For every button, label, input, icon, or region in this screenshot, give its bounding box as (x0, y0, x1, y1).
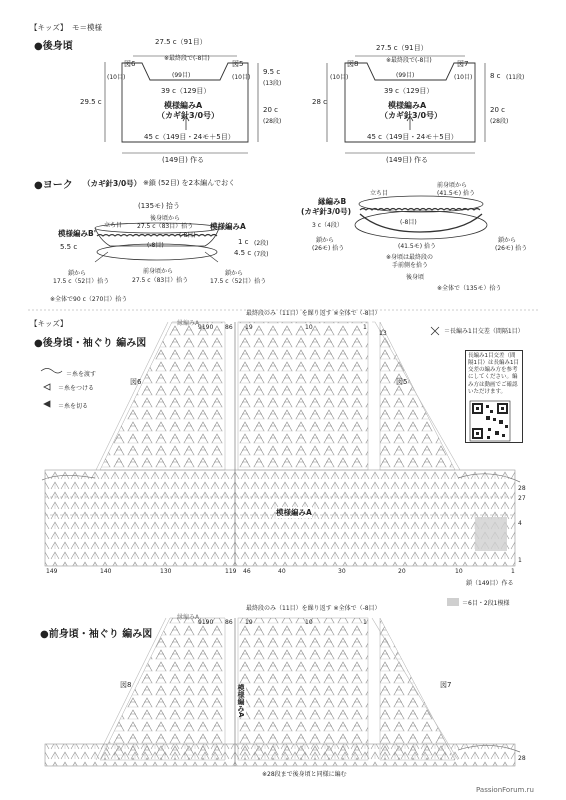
back-armhole: 9.5 c (263, 68, 281, 76)
yoke-l-standing: 立ち目 (104, 222, 123, 229)
yoke-r-note2: 手前側を拾う (392, 262, 429, 269)
legend-pass: ＝糸を渡す (66, 371, 97, 378)
chart1-b3: 119 (225, 568, 237, 575)
chart1-n1: 86 (225, 324, 233, 331)
chart1-edge-label: 縁編みA (177, 320, 200, 327)
back-right-count: (10目) (232, 74, 251, 81)
yoke-r-h3c: 3 c（4段） (312, 222, 343, 229)
yoke-r-note: ※身頃は最終段の (386, 254, 434, 261)
chart1-n5: 13 (379, 330, 387, 337)
front-made: (149目) 作る (386, 156, 429, 164)
chart1-n4: 1 (363, 324, 367, 331)
chart2-fig-right: 図7 (440, 681, 452, 689)
yoke-l-pattern-b: 模様編みB' (58, 229, 97, 238)
yoke-r-chain-l2: (26モ) 拾う (312, 245, 345, 252)
chart1-b0: 149 (46, 568, 58, 575)
header-tag: 【キッズ】 (30, 23, 68, 32)
yoke-l-pick: (135モ) 拾う (138, 202, 181, 210)
chart1-fig-right: 図5 (396, 378, 408, 386)
chart1-title: ●後身頃・袖ぐり 編み図 (34, 338, 147, 349)
back-inner-top: (99目) (172, 72, 191, 79)
yoke-needle: （カギ針3/0号） (83, 179, 142, 188)
yoke-l-back-pick: 後身頃から (150, 215, 181, 222)
front-height: 28 c (312, 98, 327, 106)
yoke-r-back-label: 後身頃 (406, 274, 425, 281)
legend-attach: ＝糸をつける (58, 385, 95, 392)
legend-qr-text (465, 350, 523, 443)
front-fig-right: 図7 (457, 60, 469, 68)
chart1-b8: 10 (455, 568, 463, 575)
chart1-tag: 【キッズ】 (30, 319, 68, 328)
back-armhole-rows: (13段) (263, 80, 282, 87)
back-left-count: (10目) (107, 74, 126, 81)
legend-qr-text-content: 長編み1目交差（間隔1目）は長編み1目交差の編み方を参考にしてください。編み方は動画でご確認いただけます。 (468, 353, 519, 395)
chart2-n1: 86 (225, 619, 233, 626)
chart2-center: 模様編みA (237, 684, 245, 718)
back-last-row: ※最終段で(-8目) (164, 55, 210, 62)
yoke-r-standing: 立ち目 (370, 190, 389, 197)
yoke-l-total: ※全体で90 c（270目）拾う (50, 296, 128, 303)
back-body-h: 20 c (263, 106, 278, 114)
chart1-b9: 1 (511, 568, 515, 575)
front-right-count: (10目) (454, 74, 473, 81)
back-height: 29.5 c (80, 98, 102, 106)
chart1-top-note: 最終段のみ（11目）を繰り返す ※全体で（-8目） (246, 310, 381, 317)
yoke-l-chain-r2: 17.5 c（52目）拾う (210, 278, 267, 285)
yoke-r-total: ※全体で（135モ）拾う (437, 285, 502, 292)
yoke-l-side-rt: 1 c (238, 238, 249, 246)
back-chart (42, 322, 520, 566)
chart1-b2: 130 (160, 568, 172, 575)
back-needle: （カギ針3/0号） (157, 111, 220, 120)
chart1-legend-gray: ＝6目・2段1模様 (462, 600, 510, 607)
yoke-l-side-rb: 4.5 c (234, 249, 252, 257)
chart1-center: 模様編みA (276, 508, 312, 517)
back-fig-right: 図5 (232, 60, 244, 68)
chart1-b5: 40 (278, 568, 286, 575)
front-chart (45, 618, 520, 766)
yoke-l-side-left: 5.5 c (60, 243, 78, 251)
chart2-edge-label: 縁編みA (177, 614, 200, 621)
back-top-width: 27.5 c（91目） (155, 38, 207, 46)
chart2-n3: 10 (305, 619, 313, 626)
yoke-l-chain-r: 鎖から (225, 270, 244, 277)
back-made: (149目) 作る (162, 156, 205, 164)
yoke-r-chain-r2: (26モ) 拾う (495, 245, 528, 252)
chart1-n0: 9190 (198, 324, 214, 331)
back-fig-left: 図6 (124, 60, 136, 68)
yoke-r-chain-l: 鎖から (316, 237, 335, 244)
yoke-l-chain-l2: 17.5 c（52目）拾う (53, 278, 110, 285)
chart1-n3: 10 (305, 324, 313, 331)
back-body-rows: (28段) (263, 118, 282, 125)
yoke-l-front-pick2: 27.5 c（83目）拾う (132, 277, 189, 284)
yoke-l-side-rb-rows: (7段) (254, 251, 269, 258)
chart1-b6: 30 (338, 568, 346, 575)
yoke-section-title: ●ヨーク (34, 180, 73, 191)
yoke-l-chain-l: 鎖から (68, 270, 87, 277)
yoke-l-minus8: (-8目) (179, 232, 196, 239)
yoke-l-minus8b: (-8目) (147, 242, 164, 249)
watermark: PassionForum.ru (476, 786, 534, 794)
chart1-b4: 46 (243, 568, 251, 575)
chart2-n4: 1 (363, 619, 367, 626)
legend-gray-swatch (447, 598, 459, 606)
back-section-title: ●後身頃 (34, 41, 73, 52)
front-armhole: 8 c (490, 72, 501, 80)
yoke-l-pattern-a: 模様編みA (210, 222, 246, 231)
chart1-b1: 140 (100, 568, 112, 575)
front-fig-left: 図8 (347, 60, 359, 68)
back-bottom: 45 c（149目・24モ＋5目） (144, 133, 235, 141)
front-last-row: ※最終段で(-8目) (386, 57, 432, 64)
back-pattern: 模様編みA (164, 101, 203, 110)
yoke-r-chain-r: 鎖から (498, 237, 517, 244)
front-bottom: 45 c（149目・24モ＋5目） (367, 133, 458, 141)
chart2-n0: 9190 (198, 619, 214, 626)
chart1-row-1: 1 (518, 557, 522, 564)
legend-cut: ＝糸を切る (58, 403, 89, 410)
chart1-chain: 鎖（149目）作る (466, 580, 514, 587)
front-left-count: (10目) (330, 74, 349, 81)
chart1-row-4: 4 (518, 520, 522, 527)
chart2-row: 28 (518, 755, 526, 762)
chart1-n2: 19 (245, 324, 253, 331)
back-chest: 39 c（129目） (161, 87, 211, 95)
yoke-l-side-rt-rows: (2段) (254, 240, 269, 247)
front-body-rows: (28段) (490, 118, 509, 125)
yoke-r-needle: (カギ針3/0号) (301, 207, 352, 216)
front-chest: 39 c（129目） (384, 87, 434, 95)
yoke-r-front-pick: 前身頃から (437, 182, 468, 189)
yoke-r-back-pick: (41.5モ) 拾う (398, 243, 436, 250)
yoke-l-front-pick: 前身頃から (143, 268, 174, 275)
front-needle: （カギ針3/0号） (380, 111, 443, 120)
chart2-fig-left: 図8 (120, 681, 132, 689)
yoke-note: ※鎖 (52目) を2本編んでおく (143, 179, 236, 187)
front-body-h: 20 c (490, 106, 505, 114)
yoke-r-pattern-b: 縁編みB (318, 197, 347, 206)
header-note: モ＝模様 (72, 23, 102, 32)
front-inner-top: (99目) (396, 72, 415, 79)
chart1-row-27: 27 (518, 495, 526, 502)
chart2-title: ●前身頃・袖ぐり 編み図 (40, 629, 153, 640)
chart1-row-28: 28 (518, 485, 526, 492)
legend-dc-note: ＝長編み1目交差（間隔1目） (444, 328, 524, 335)
yoke-round-diagram (355, 196, 487, 239)
front-pattern: 模様編みA (388, 101, 427, 110)
yoke-r-minus8: (-8目) (400, 219, 417, 226)
chart1-b7: 20 (398, 568, 406, 575)
chart1-fig-left: 図6 (130, 378, 142, 386)
front-armhole-rows: (11段) (506, 74, 525, 81)
front-top-width: 27.5 c（91目） (376, 44, 428, 52)
chart2-n2: 19 (245, 619, 253, 626)
chart2-top-note: 最終段のみ（11目）を繰り返す ※全体で（-8目） (246, 605, 381, 612)
chart2-bottom-note: ※28段まで後身頃と同様に編む (262, 771, 347, 778)
yoke-r-front-pick2: (41.5モ) 拾う (437, 190, 475, 197)
yoke-l-back-pick2: 27.5 c（83目）拾う (137, 223, 194, 230)
